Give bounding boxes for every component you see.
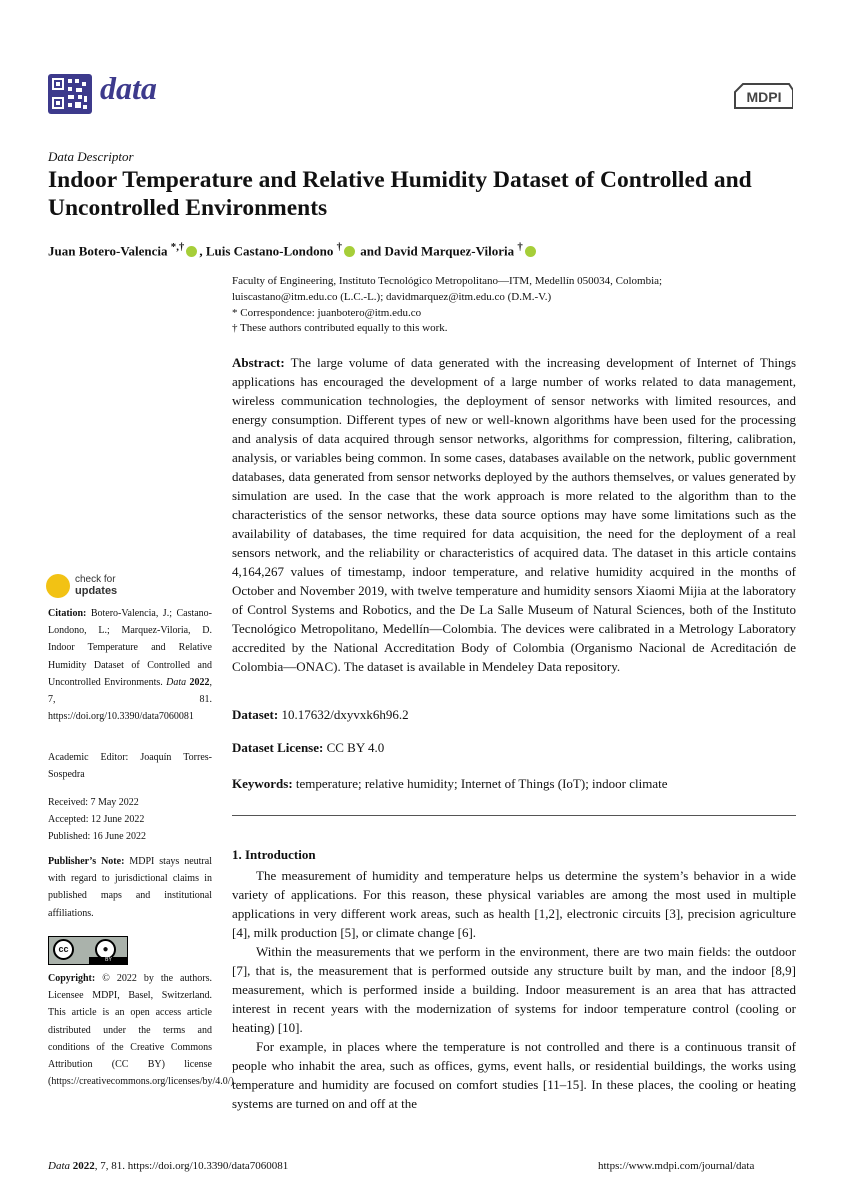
author-name[interactable]: David Marquez-Viloria [384, 243, 515, 259]
dataset-line [232, 707, 409, 723]
journal-name: data [100, 70, 157, 106]
keywords-line [232, 776, 668, 792]
author-marks: † [517, 241, 523, 253]
publishers-note [48, 853, 212, 922]
author-name[interactable]: Juan Botero-Valencia [48, 243, 168, 259]
mdpi-logo-text: MDPI [746, 89, 782, 105]
keywords-label: Keywords: [232, 776, 293, 791]
intro-body [232, 866, 796, 1113]
orcid-icon[interactable] [186, 246, 197, 257]
footer-doi[interactable]: , 7, 81. https://doi.org/10.3390/data7060081 [94, 1160, 289, 1172]
citation-doi[interactable]: , 7, 81. https://doi.org/10.3390/data7060081 [48, 676, 212, 723]
paragraph: The measurement of humidity and temperature helps us determine the system’s behavior in a wide variety of applications. For this reason, these physical variables are among the most used in multiple applications in very different work areas, such as health [1,2], electronic circuits [3], precision agriculture [4], milk production [5], or climate change [6]. [232, 868, 796, 940]
citation-block [48, 605, 212, 725]
author-name[interactable]: Luis Castano-Londono [205, 243, 334, 259]
orcid-icon[interactable] [344, 246, 355, 257]
correspondence-line: * Correspondence: juanbotero@itm.edu.co [232, 307, 422, 319]
academic-editor: Academic Editor: Joaquín Torres-Sospedra [48, 752, 212, 781]
abstract-label: Abstract: [232, 355, 285, 370]
orcid-icon[interactable] [525, 246, 536, 257]
affiliation-emails: luiscastano@itm.edu.co (L.C.-L.); davidmarquez@itm.edu.co (D.M.-V.) [232, 291, 552, 303]
footer-journal: Data [48, 1160, 70, 1172]
check-updates-line1: check for [75, 574, 116, 585]
by-label: BY [89, 957, 128, 964]
creative-commons-icon: cc [53, 939, 74, 960]
citation-journal: Data [166, 676, 187, 688]
citation-year: 2022 [189, 676, 210, 688]
license-value: CC BY 4.0 [326, 740, 385, 755]
accepted-date: Accepted: 12 June 2022 [48, 814, 145, 825]
check-updates-icon [46, 574, 70, 598]
keywords-value: temperature; relative humidity; Internet of Things (IoT); indoor climate [295, 776, 668, 791]
author-marks: *,† [170, 241, 185, 253]
author-marks: † [336, 241, 343, 253]
author-list [48, 241, 538, 259]
abstract-text: The large volume of data generated with the increasing development of Internet of Things applications has encouraged the development of a large number of works related to data management, wireless communication technologies, the deployment of sensor networks with limited resources, and energy consumption. Different types of new or well-known algorithms have been used for the processing and analysis of data acquired through sensor networks, algorithms for compression, filtering, calibration, analysis, or variables being common. In some cases, databases available on the network, public government databases, data generated from sensor networks deployed by the authors themselves, or values generated by simulation are used. In the case that the work approach is more related to the algorithm than to the characteristics of the sensor networks, these data source options may have some limitations such as the availability of databases, the time required for data acquisition, the need for the deployment of a real sensors network, and the reliability or characteristics of acquired data. The dataset in this article contains 4,164,267 values of timestamp, indoor temperature, and relative humidity acquired in the months of October and November 2019, with twelve temperature and humidity sensors Xiaomi Mijia at the laboratory of Control Systems and Robotics, and the De La Salle Museum of Natural Sciences, both of the Instituto Tecnológico Metropolitano, Medellín—Colombia. The devices were calibrated in a Metrology Laboratory accredited by the National Accreditation Body of Colombia (Organismo Nacional de Acreditación de Colombia—ONAC). The dataset is available in Mendeley Data repository. [232, 355, 796, 674]
check-for-updates-button[interactable] [46, 572, 166, 602]
article-title: Indoor Temperature and Relative Humidity Dataset of Controlled and Uncontrolled Environments [48, 167, 752, 221]
copyright-text: © 2022 by the authors. Licensee MDPI, Basel, Switzerland. This article is an open access article distributed under the terms and conditions of the Creative Commons Attribution (CC BY) license (https://creativecommons.org/licenses/by/4.0/). [48, 973, 237, 1088]
paragraph: Within the measurements that we perform in the environment, there are two main fields: the outdoor [7], that is, the measurement that is performed outside any structure built by man, and the indoor [8,9] measurement, which is performed inside a building. Indoor measurement is an area that has attracted interest in recent years with the modernization of systems for indoor temperature control (cooling or heating) [10]. [232, 944, 796, 1035]
publishers-note-text: MDPI stays neutral with regard to jurisdictional claims in published maps and institutional affiliations. [48, 856, 212, 919]
journal-logo [48, 74, 92, 114]
paragraph: For example, in places where the temperature is not controlled and there is a continuous transit of people who inhabit the area, such as offices, gyms, event halls, or residential buildings, the works using temperature and humidity are focused on comfort studies [11–15]. In these places, the cooling or heating systems are turned on and off at the [232, 1039, 796, 1111]
citation-label: Citation: [48, 608, 87, 619]
equal-contribution-note: † These authors contributed equally to this work. [232, 322, 448, 334]
footer-year: 2022 [72, 1160, 95, 1172]
author-separator: , [199, 243, 206, 259]
dataset-doi[interactable]: 10.17632/dxyvxk6h96.2 [281, 707, 409, 722]
abstract [232, 353, 796, 676]
section-divider [232, 815, 796, 816]
received-date: Received: 7 May 2022 [48, 797, 139, 808]
author-separator: and [357, 243, 385, 259]
affiliation-line: Faculty of Engineering, Instituto Tecnológico Metropolitano—ITM, Medellín 050034, Colombia; [232, 275, 663, 287]
section-heading: 1. Introduction [232, 847, 316, 862]
cc-by-license-badge[interactable] [48, 936, 128, 965]
license-label: Dataset License: [232, 740, 324, 755]
publishers-note-label: Publisher’s Note: [48, 856, 125, 867]
footer-citation [48, 1160, 288, 1172]
published-date: Published: 16 June 2022 [48, 831, 147, 842]
mdpi-logo [733, 82, 793, 112]
copyright-label: Copyright: [48, 973, 96, 984]
license-line [232, 740, 384, 756]
attribution-person-icon: ● [95, 939, 116, 960]
qr-pattern-icon [48, 74, 92, 114]
dataset-label: Dataset: [232, 707, 279, 722]
footer-journal-url[interactable]: https://www.mdpi.com/journal/data [598, 1160, 755, 1172]
check-updates-line2: updates [75, 585, 118, 597]
citation-text: Botero-Valencia, J.; Castano-Londono, L.; Marquez-Viloria, D. Indoor Temperature and Relative Humidity Dataset of Controlled and Uncontrolled Environments. [48, 608, 213, 688]
article-type: Data Descriptor [48, 149, 134, 164]
copyright-block [48, 970, 237, 1090]
